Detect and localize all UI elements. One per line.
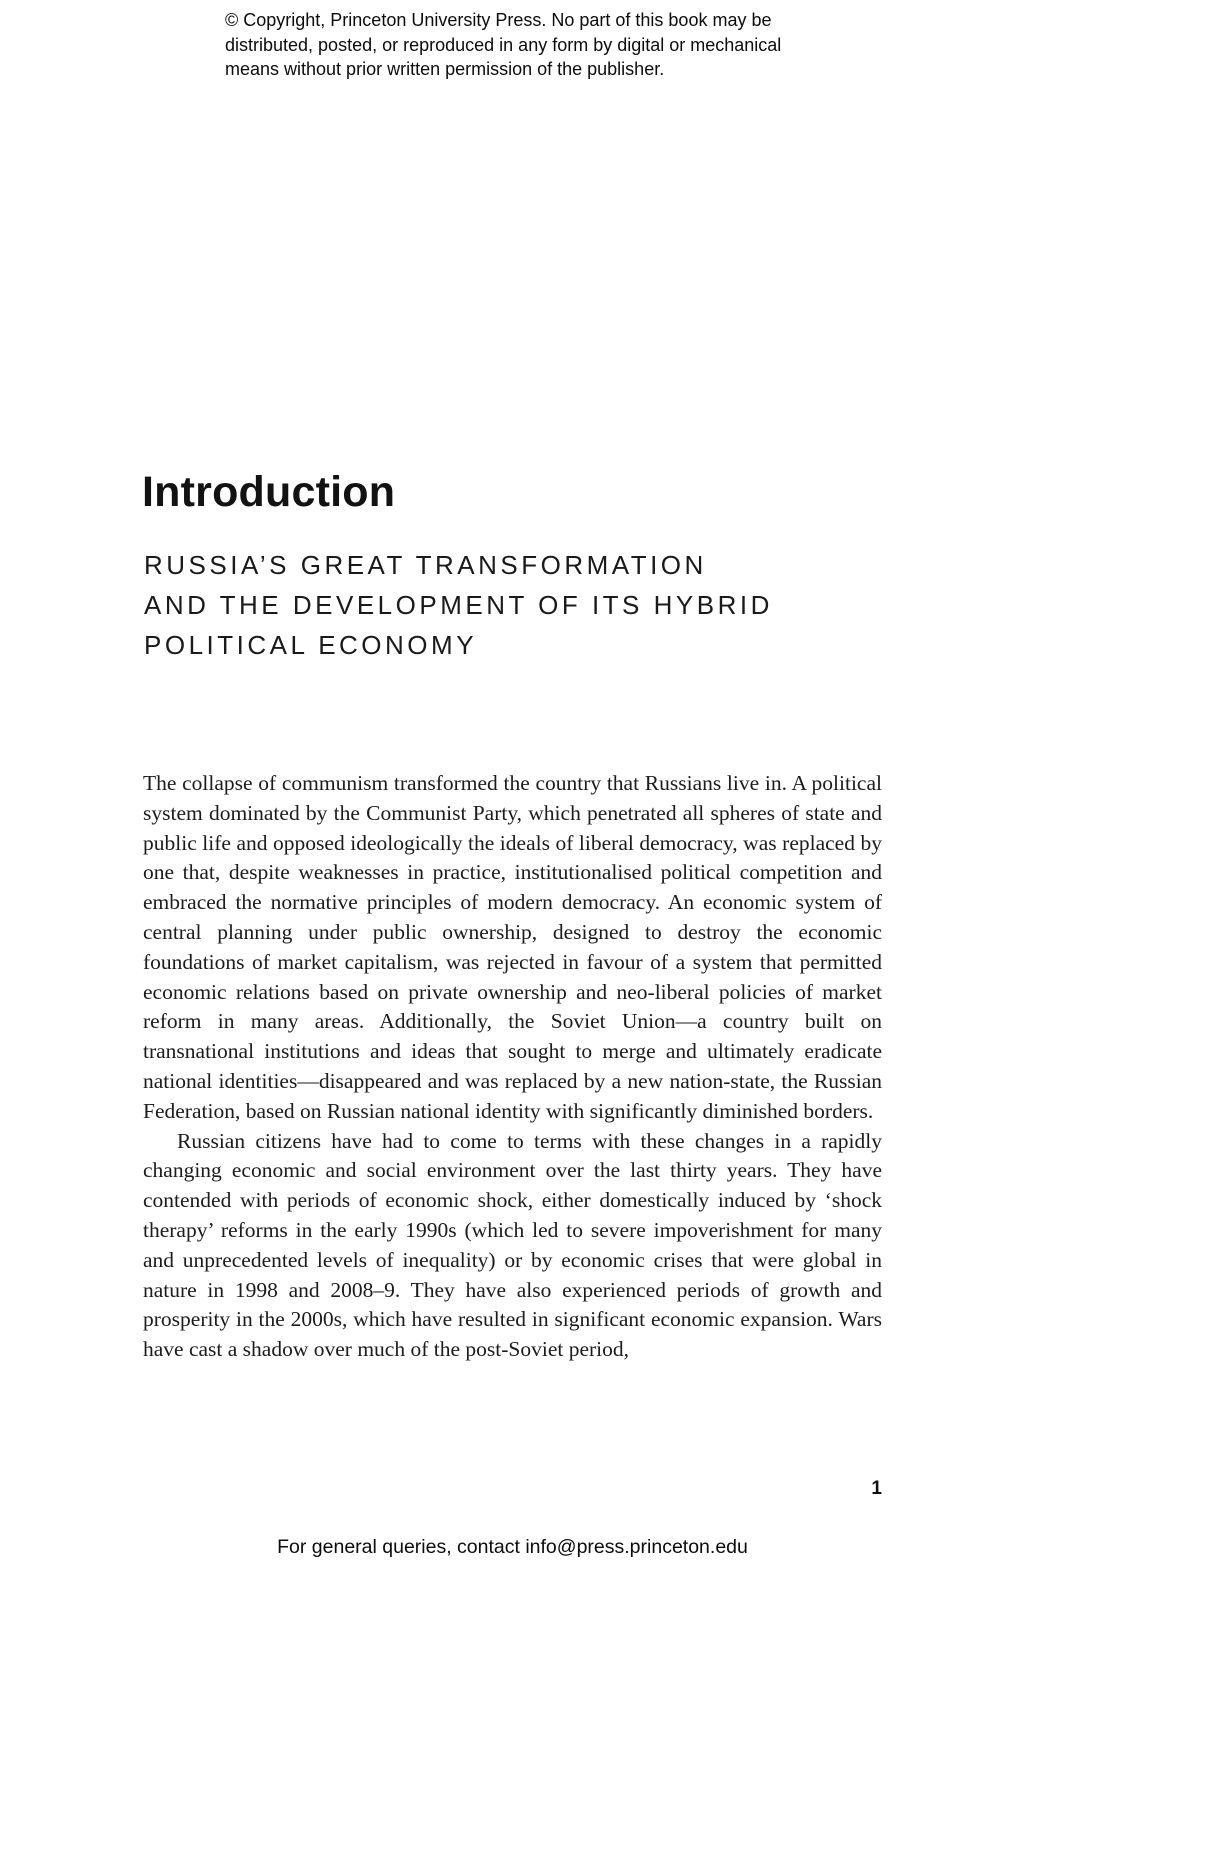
copyright-notice: © Copyright, Princeton University Press. No part of this book may be distributed, posted, or reproduced in any form by digital or mechanical means without prior written permission of the publisher. (225, 10, 782, 79)
body-paragraph-1: The collapse of communism transformed the country that Russians live in. A political system dominated by the Communist Party, which penetrated all spheres of state and public life and opposed ideologically the ideals of liberal democracy, was replaced by one that, despite weaknesses in practice, institutionalised political competition and embraced the normative principles of modern democracy. An economic system of central planning under public ownership, designed to destroy the economic foundations of market capitalism, was rejected in favour of a system that permitted economic relations based on private ownership and neo-liberal policies of market reform in many areas. Additionally, the Soviet Union—a country built on transnational institutions and ideas that sought to merge and ultimately eradicate national identities—disappeared and was replaced by a new nation-state, the Russian Federation, based on Russian national identity with significantly diminished borders. (143, 771, 882, 1123)
body-paragraph-2: Russian citizens have had to come to terms with these changes in a rapidly changing economic and social environment over the last thirty years. They have contended with periods of economic shock, either domestically induced by ‘shock therapy’ reforms in the early 1990s (which led to severe impoverishment for many and unprecedented levels of inequality) or by economic crises that were global in nature in 1998 and 2008–9. They have also experienced periods of growth and prosperity in the 2000s, which have resulted in significant economic expansion. Wars have cast a shadow over much of the post-Soviet period, (143, 1128, 882, 1362)
chapter-subtitle (144, 545, 773, 665)
subtitle-line: POLITICAL ECONOMY (144, 630, 478, 660)
body-text (143, 769, 882, 1365)
subtitle-line: RUSSIA’S GREAT TRANSFORMATION (144, 550, 707, 580)
footer-contact: For general queries, contact info@press.princeton.edu (277, 1536, 748, 1558)
subtitle-line: AND THE DEVELOPMENT OF ITS HYBRID (144, 590, 773, 620)
page-number: 1 (871, 1478, 882, 1499)
chapter-title: Introduction (142, 468, 396, 516)
